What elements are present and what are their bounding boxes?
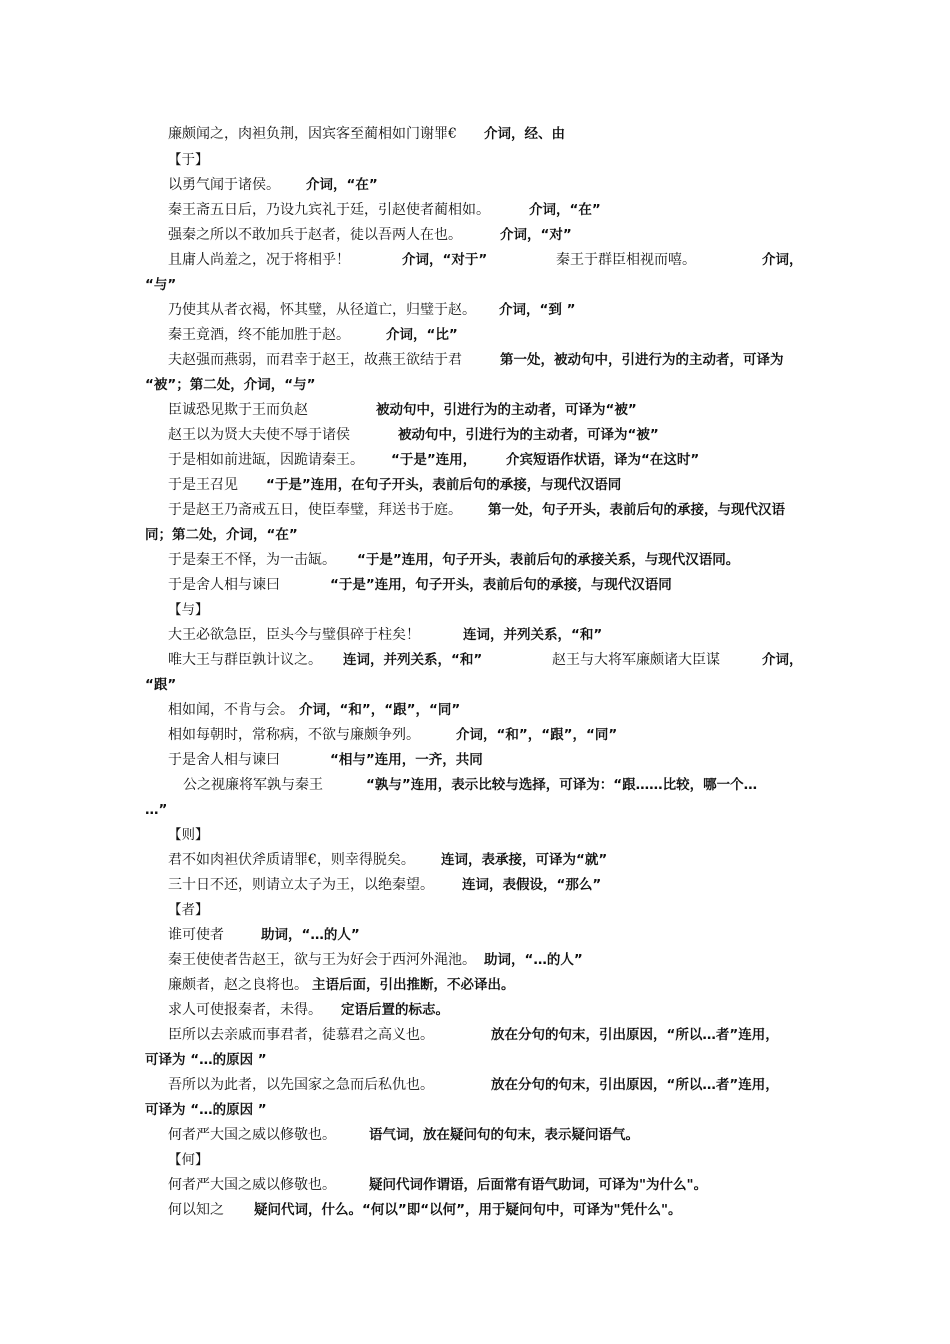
- text-line: [0, 973, 950, 997]
- text-segment: 于是相如前进缻，因跪请秦王。: [168, 452, 364, 468]
- text-segment: 相如每朝时，常称病，不欲与廉颇争列。: [168, 727, 420, 743]
- text-segment: 臣诚恐见欺于王而负赵: [168, 402, 308, 418]
- text-line: [0, 122, 950, 146]
- text-segment: “相与”连用，一齐，共同: [330, 752, 483, 768]
- text-segment: 第一处，句子开头，表前后句的承接，与现代汉语: [488, 502, 785, 518]
- text-segment: 语气词，放在疑问句的句末，表示疑问语气。: [369, 1127, 639, 1143]
- text-line: [0, 823, 950, 847]
- text-line: [0, 248, 950, 272]
- text-segment: 三十日不还，则请立太子为王，以绝秦望。: [168, 877, 434, 893]
- text-segment: 疑问代词作谓语，后面常有语气助词，可译为"为什么"。: [369, 1177, 708, 1193]
- text-segment: 介词，“比”: [386, 327, 458, 343]
- text-line: [0, 473, 950, 497]
- text-line: [0, 1073, 950, 1097]
- text-segment: 廉颇者，赵之良将也。: [168, 977, 308, 993]
- text-segment: “于是”连用，句子开头，表前后句的承接关系，与现代汉语同。: [357, 552, 740, 568]
- text-line: [0, 198, 950, 222]
- text-line: [0, 998, 950, 1022]
- text-segment: 何者严大国之威以修敬也。: [168, 1127, 336, 1143]
- text-segment: 同；第二处，介词，“在”: [145, 527, 298, 543]
- text-segment: 赵王以为贤大夫使不辱于诸侯: [168, 427, 350, 443]
- text-segment: 且庸人尚羞之，况于将相乎！: [168, 252, 350, 268]
- text-segment: 介词，经、由: [484, 126, 565, 142]
- text-line: [0, 923, 950, 947]
- text-line: [0, 1173, 950, 1197]
- text-segment: 于是舍人相与谏曰: [168, 577, 280, 593]
- text-line: [0, 398, 950, 422]
- text-segment: 秦王于群臣相视而嘻。: [556, 252, 696, 268]
- text-segment: 吾所以为此者，以先国家之急而后私仇也。: [168, 1077, 434, 1093]
- text-line: [0, 848, 950, 872]
- text-line: [0, 423, 950, 447]
- text-segment: “于是”连用，在句子开头，表前后句的承接，与现代汉语同: [266, 477, 622, 493]
- text-segment: 谁可使者: [168, 927, 224, 943]
- text-segment: 【与】: [168, 602, 209, 618]
- text-segment: 介宾短语作状语，译为“在这时”: [506, 452, 700, 468]
- text-segment: 夫赵强而燕弱，而君幸于赵王，故燕王欲结于君: [168, 352, 462, 368]
- text-segment: 以勇气闻于诸侯。: [168, 177, 280, 193]
- text-line: [0, 373, 950, 397]
- text-segment: 介词，: [762, 652, 803, 668]
- text-line: [0, 1148, 950, 1172]
- text-segment: 求人可使报秦者，未得。: [168, 1002, 322, 1018]
- text-segment: 介词，“对于”: [402, 252, 488, 268]
- text-segment: 秦王使使者告赵王，欲与王为好会于西河外渑池。: [168, 952, 476, 968]
- text-segment: 赵王与大将军廉颇诸大臣谋: [552, 652, 720, 668]
- text-line: [0, 748, 950, 772]
- text-line: [0, 448, 950, 472]
- text-line: [0, 798, 950, 822]
- text-segment: “于是”连用，: [391, 452, 477, 468]
- text-segment: “与”: [145, 277, 177, 293]
- text-line: [0, 898, 950, 922]
- text-segment: 介词，: [762, 252, 803, 268]
- text-line: [0, 173, 950, 197]
- text-segment: 臣所以去亲戚而事君者，徒慕君之高义也。: [168, 1027, 434, 1043]
- text-segment: 可译为 “…的原因 ”: [145, 1102, 267, 1118]
- text-segment: 放在分句的句末，引出原因，“所以…者”连用，: [491, 1077, 779, 1093]
- text-line: [0, 273, 950, 297]
- text-line: [0, 673, 950, 697]
- text-line: [0, 723, 950, 747]
- text-segment: 放在分句的句末，引出原因，“所以…者”连用，: [491, 1027, 779, 1043]
- text-segment: 君不如肉袒伏斧质请罪€，则幸得脱矣。: [168, 852, 415, 868]
- text-segment: 大王必欲急臣，臣头今与璧俱碎于柱矣！: [168, 627, 420, 643]
- text-segment: 被动句中，引进行为的主动者，可译为“被”: [376, 402, 637, 418]
- text-segment: …”: [145, 802, 168, 818]
- text-segment: 【何】: [168, 1152, 209, 1168]
- text-segment: 被动句中，引进行为的主动者，可译为“被”: [398, 427, 659, 443]
- text-line: [0, 1048, 950, 1072]
- text-line: [0, 648, 950, 672]
- text-segment: 何者严大国之威以修敬也。: [168, 1177, 336, 1193]
- text-segment: 可译为 “…的原因 ”: [145, 1052, 267, 1068]
- text-line: [0, 623, 950, 647]
- text-segment: 乃使其从者衣褐，怀其璧，从径道亡，归璧于赵。: [168, 302, 476, 318]
- text-line: [0, 1198, 950, 1222]
- text-segment: “跟”: [145, 677, 177, 693]
- text-segment: 主语后面，引出推断，不必译出。: [312, 977, 515, 993]
- text-segment: “孰与”连用，表示比较与选择，可译为：“跟……比较，哪一个…: [366, 777, 758, 793]
- text-segment: 介词，“和”，“跟”，“同”: [456, 727, 618, 743]
- text-segment: 【则】: [168, 827, 209, 843]
- text-segment: 于是秦王不怿，为一击缻。: [168, 552, 336, 568]
- text-segment: 连词，并列关系，“和”: [463, 627, 603, 643]
- text-line: [0, 1098, 950, 1122]
- text-segment: 唯大王与群臣孰计议之。: [168, 652, 322, 668]
- text-segment: 连词，表假设，“那么”: [462, 877, 602, 893]
- text-segment: 疑问代词，什么。“何以”即“以何”，用于疑问句中，可译为"凭什么"。: [254, 1202, 682, 1218]
- text-segment: 秦王竟酒，终不能加胜于赵。: [168, 327, 350, 343]
- text-segment: 连词，并列关系，“和”: [343, 652, 483, 668]
- text-line: [0, 348, 950, 372]
- text-segment: 于是舍人相与谏曰: [168, 752, 280, 768]
- text-segment: 助词，“…的人”: [484, 952, 583, 968]
- text-line: [0, 498, 950, 522]
- text-line: [0, 573, 950, 597]
- text-segment: 强秦之所以不敢加兵于赵者，徒以吾两人在也。: [168, 227, 462, 243]
- text-line: [0, 523, 950, 547]
- text-line: [0, 948, 950, 972]
- text-segment: 廉颇闻之，肉袒负荆，因宾客至蔺相如门谢罪€: [168, 126, 457, 142]
- text-line: [0, 698, 950, 722]
- text-segment: 于是王召见: [168, 477, 238, 493]
- text-line: [0, 148, 950, 172]
- text-line: [0, 773, 950, 797]
- text-line: [0, 873, 950, 897]
- text-line: [0, 1023, 950, 1047]
- text-line: [0, 298, 950, 322]
- text-segment: 介词，“到 ”: [499, 302, 576, 318]
- text-segment: 秦王斋五日后，乃设九宾礼于廷，引赵使者蔺相如。: [168, 202, 490, 218]
- text-segment: 连词，表承接，可译为“就”: [441, 852, 608, 868]
- text-segment: 介词，“在”: [529, 202, 601, 218]
- text-line: [0, 1123, 950, 1147]
- text-segment: 公之视廉将军孰与秦王: [183, 777, 323, 793]
- text-segment: 介词，“和”，“跟”，“同”: [299, 702, 461, 718]
- text-line: [0, 323, 950, 347]
- text-segment: “被”；第二处，介词，“与”: [145, 377, 316, 393]
- text-segment: 于是赵王乃斋戒五日，使臣奉璧，拜送书于庭。: [168, 502, 462, 518]
- text-segment: 【者】: [168, 902, 209, 918]
- text-line: [0, 223, 950, 247]
- text-segment: 介词，“对”: [500, 227, 572, 243]
- text-segment: 定语后置的标志。: [341, 1002, 449, 1018]
- text-segment: 第一处，被动句中，引进行为的主动者，可译为: [500, 352, 784, 368]
- text-line: [0, 598, 950, 622]
- text-segment: “于是”连用，句子开头，表前后句的承接，与现代汉语同: [330, 577, 672, 593]
- text-segment: 介词，“在”: [306, 177, 378, 193]
- text-line: [0, 548, 950, 572]
- text-segment: 相如闻，不肯与会。: [168, 702, 294, 718]
- text-segment: 何以知之: [168, 1202, 224, 1218]
- text-segment: 【于】: [168, 152, 209, 168]
- text-segment: 助词，“…的人”: [261, 927, 360, 943]
